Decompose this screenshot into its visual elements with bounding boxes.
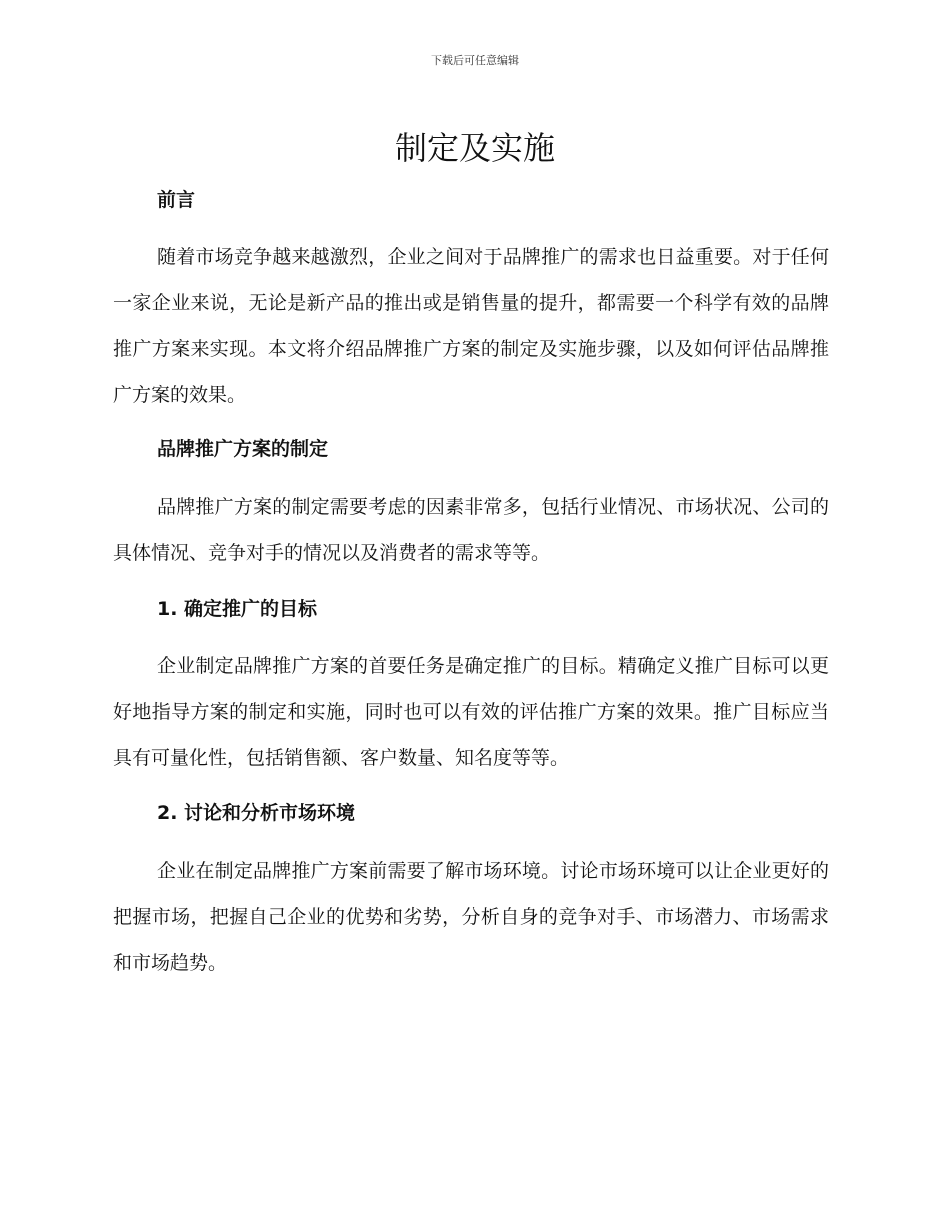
section-heading-plan-formulation: 品牌推广方案的制定 xyxy=(157,438,329,460)
section-paragraph-plan-formulation: 品牌推广方案的制定需要考虑的因素非常多，包括行业情况、市场状况、公司的具体情况、竞争对手的情况以及消费者的需求等等。 xyxy=(113,496,829,564)
document-title: 制定及实施 xyxy=(394,129,555,167)
section-heading-preface: 前言 xyxy=(157,189,196,211)
section-paragraph-market-analysis: 企业在制定品牌推广方案前需要了解市场环境。讨论市场环境可以让企业更好的把握市场，把握自己企业的优势和劣势，分析自身的竞争对手、市场潜力、市场需求和市场趋势。 xyxy=(113,860,829,974)
header-note: 下载后可任意编辑 xyxy=(431,54,519,67)
section-heading-define-goals: 1. 确定推广的目标 xyxy=(157,598,318,620)
section-paragraph-define-goals: 企业制定品牌推广方案的首要任务是确定推广的目标。精确定义推广目标可以更好地指导方案的制定和实施，同时也可以有效的评估推广方案的效果。推广目标应当具有可量化性，包括销售额、客户数量、知名度等等。 xyxy=(113,655,829,769)
section-heading-market-analysis: 2. 讨论和分析市场环境 xyxy=(157,802,356,824)
section-paragraph-preface: 随着市场竞争越来越激烈，企业之间对于品牌推广的需求也日益重要。对于任何一家企业来说，无论是新产品的推出或是销售量的提升，都需要一个科学有效的品牌推广方案来实现。本文将介绍品牌推广方案的制定及实施步骤，以及如何评估品牌推广方案的效果。 xyxy=(113,246,829,406)
